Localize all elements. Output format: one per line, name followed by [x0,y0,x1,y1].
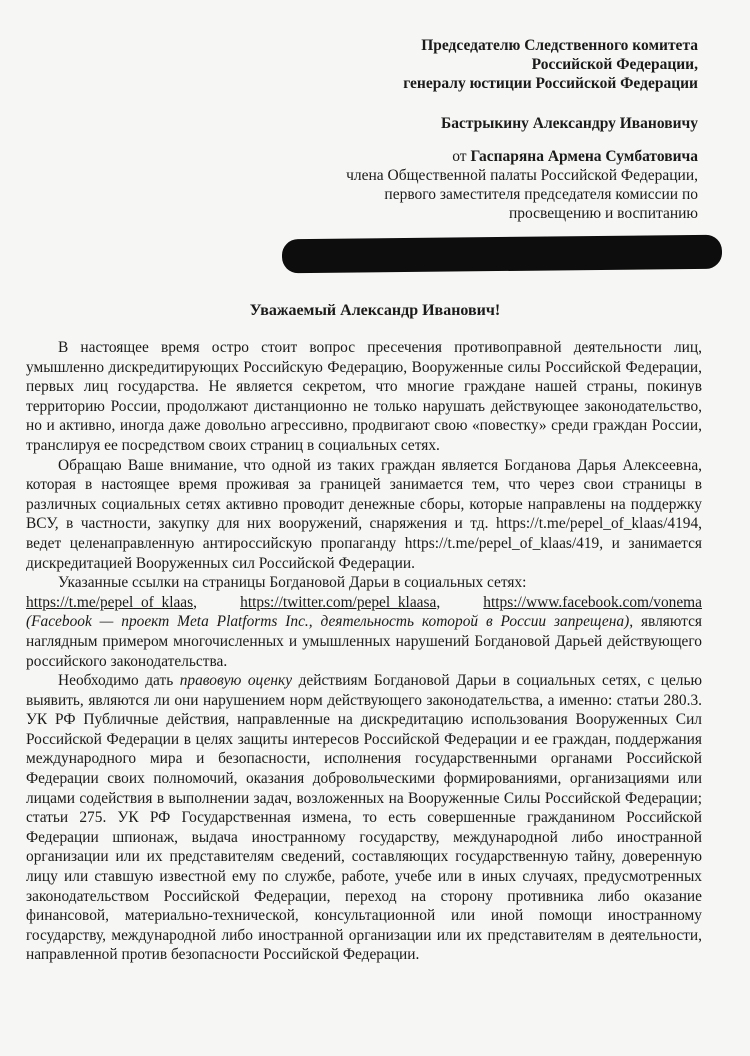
telegram-link[interactable]: https://t.me/pepel_of_klaas [26,593,194,611]
paragraph-text: являются наглядным примером многочисленных и умышленных нарушений Богдановой Дарьей действующего российского законодательства. [26,613,702,670]
addressee-block [258,36,698,223]
sender-line: первого заместителя председателя комиссии по [384,186,698,203]
sender-line: члена Общественной палаты Российской Федерации, [346,167,698,184]
addressee-line: Председателю Следственного комитета [421,37,698,54]
twitter-link[interactable]: https://twitter.com/pepel_klaasa [240,593,437,611]
paragraph-text: действиям Богдановой Дарьи в социальных сетях, с целью выявить, являются ли они нарушением норм действующего законодательства, а именно: статьи 280.3. УК РФ Публичные действия, направленные на дискредитацию использования Вооруженных Сил Российской Федерации в целях защиты интересов Российской Федерации и ее граждан, поддержания международного мира и безопасности, исполнения государственными органами Российской Федерации своих полномочий, оказания добровольческими формированиями, организациями или лицами содействия в выполнении задач, возложенных на Вооруженные Силы Российской Федерации; статьи 275. УК РФ Государственная измена, то есть совершенные гражданином Российской Федерации шпионаж, выдача иностранному государству, международной либо иностранной организации или их представителям сведений, составляющих государственную тайну, доверенную лицу или ставшую известной ему по службе, работе, учебе или в иных случаях, предусмотренных законодательством Российской Федерации, переход на сторону противника либо оказание финансовой, материально-технической, консультационной или иной помощи иностранному государству, международной либо иностранной организации или их представителям в деятельности, направленной против безопасности Российской Федерации. [26,672,703,964]
addressee-line: генералу юстиции Российской Федерации [403,75,698,92]
facebook-note: (Facebook — проект Meta Platforms Inc., деятельность которой в России запрещена), [26,613,634,631]
paragraph [26,671,702,965]
addressee-name: Бастрыкину Александру Ивановичу [440,115,698,132]
paragraph-text: Необходимо дать [58,672,180,690]
paragraph: В настоящее время остро стоит вопрос пресечения противоправной деятельности лиц, умышленно дискредитирующих Российскую Федерацию, Вооруженные силы Российской Федерации, первых лиц государства. Не является секретом, что многие граждане нашей страны, покинув территорию России, продолжают дистанционно не только нарушать действующее законодательство, но и активно, иногда даже довольно агрессивно, продвигают свою «повестку» среди граждан России, транслируя ее посредством своих страниц в социальных сетях. [26,339,702,454]
sender-line: просвещению и воспитанию [508,205,698,222]
paragraph [26,573,702,593]
letter-body [26,338,702,965]
sender-name: Гаспаряна Армена Сумбатовича [470,148,698,165]
sender-prefix: от [452,148,471,165]
links-paragraph: https://t.me/pepel_of_klaas, https://twitter.com/pepel_klaasa, https://www.facebook.com/vonema (Facebook — проект Meta Platforms Inc., деятельность которой в России запрещена), являются наглядным примером многочисленных и умышленных нарушений Богдановой Дарьей действующего российского законодательства. [26,593,702,670]
paragraph-text: Указанные ссылки на страницы Богдановой Дарьи в социальных сетях: [58,574,527,592]
salutation: Уважаемый Александр Иванович! [249,302,501,319]
paragraph: Обращаю Ваше внимание, что одной из таких граждан является Богданова Дарья Алексеевна, которая в настоящее время проживая за границей занимается тем, что через свои страницы в различных социальных сетях активно проводит денежные сборы, которые направлены на поддержку ВСУ, в частности, закупку для них вооружений, снаряжения и тд. https://t.me/pepel_of_klaas/4194, ведет целенаправленную антироссийскую пропаганду https://t.me/pepel_of_klaas/419, и занимается дискредитацией Вооруженных сил Российской Федерации. [26,456,702,572]
redaction-bar [282,235,722,274]
emphasis: правовую оценку [179,672,293,690]
sender-line [258,147,698,166]
facebook-link[interactable]: https://www.facebook.com/vonema [483,593,702,611]
addressee-line: Российской Федерации, [531,56,698,73]
